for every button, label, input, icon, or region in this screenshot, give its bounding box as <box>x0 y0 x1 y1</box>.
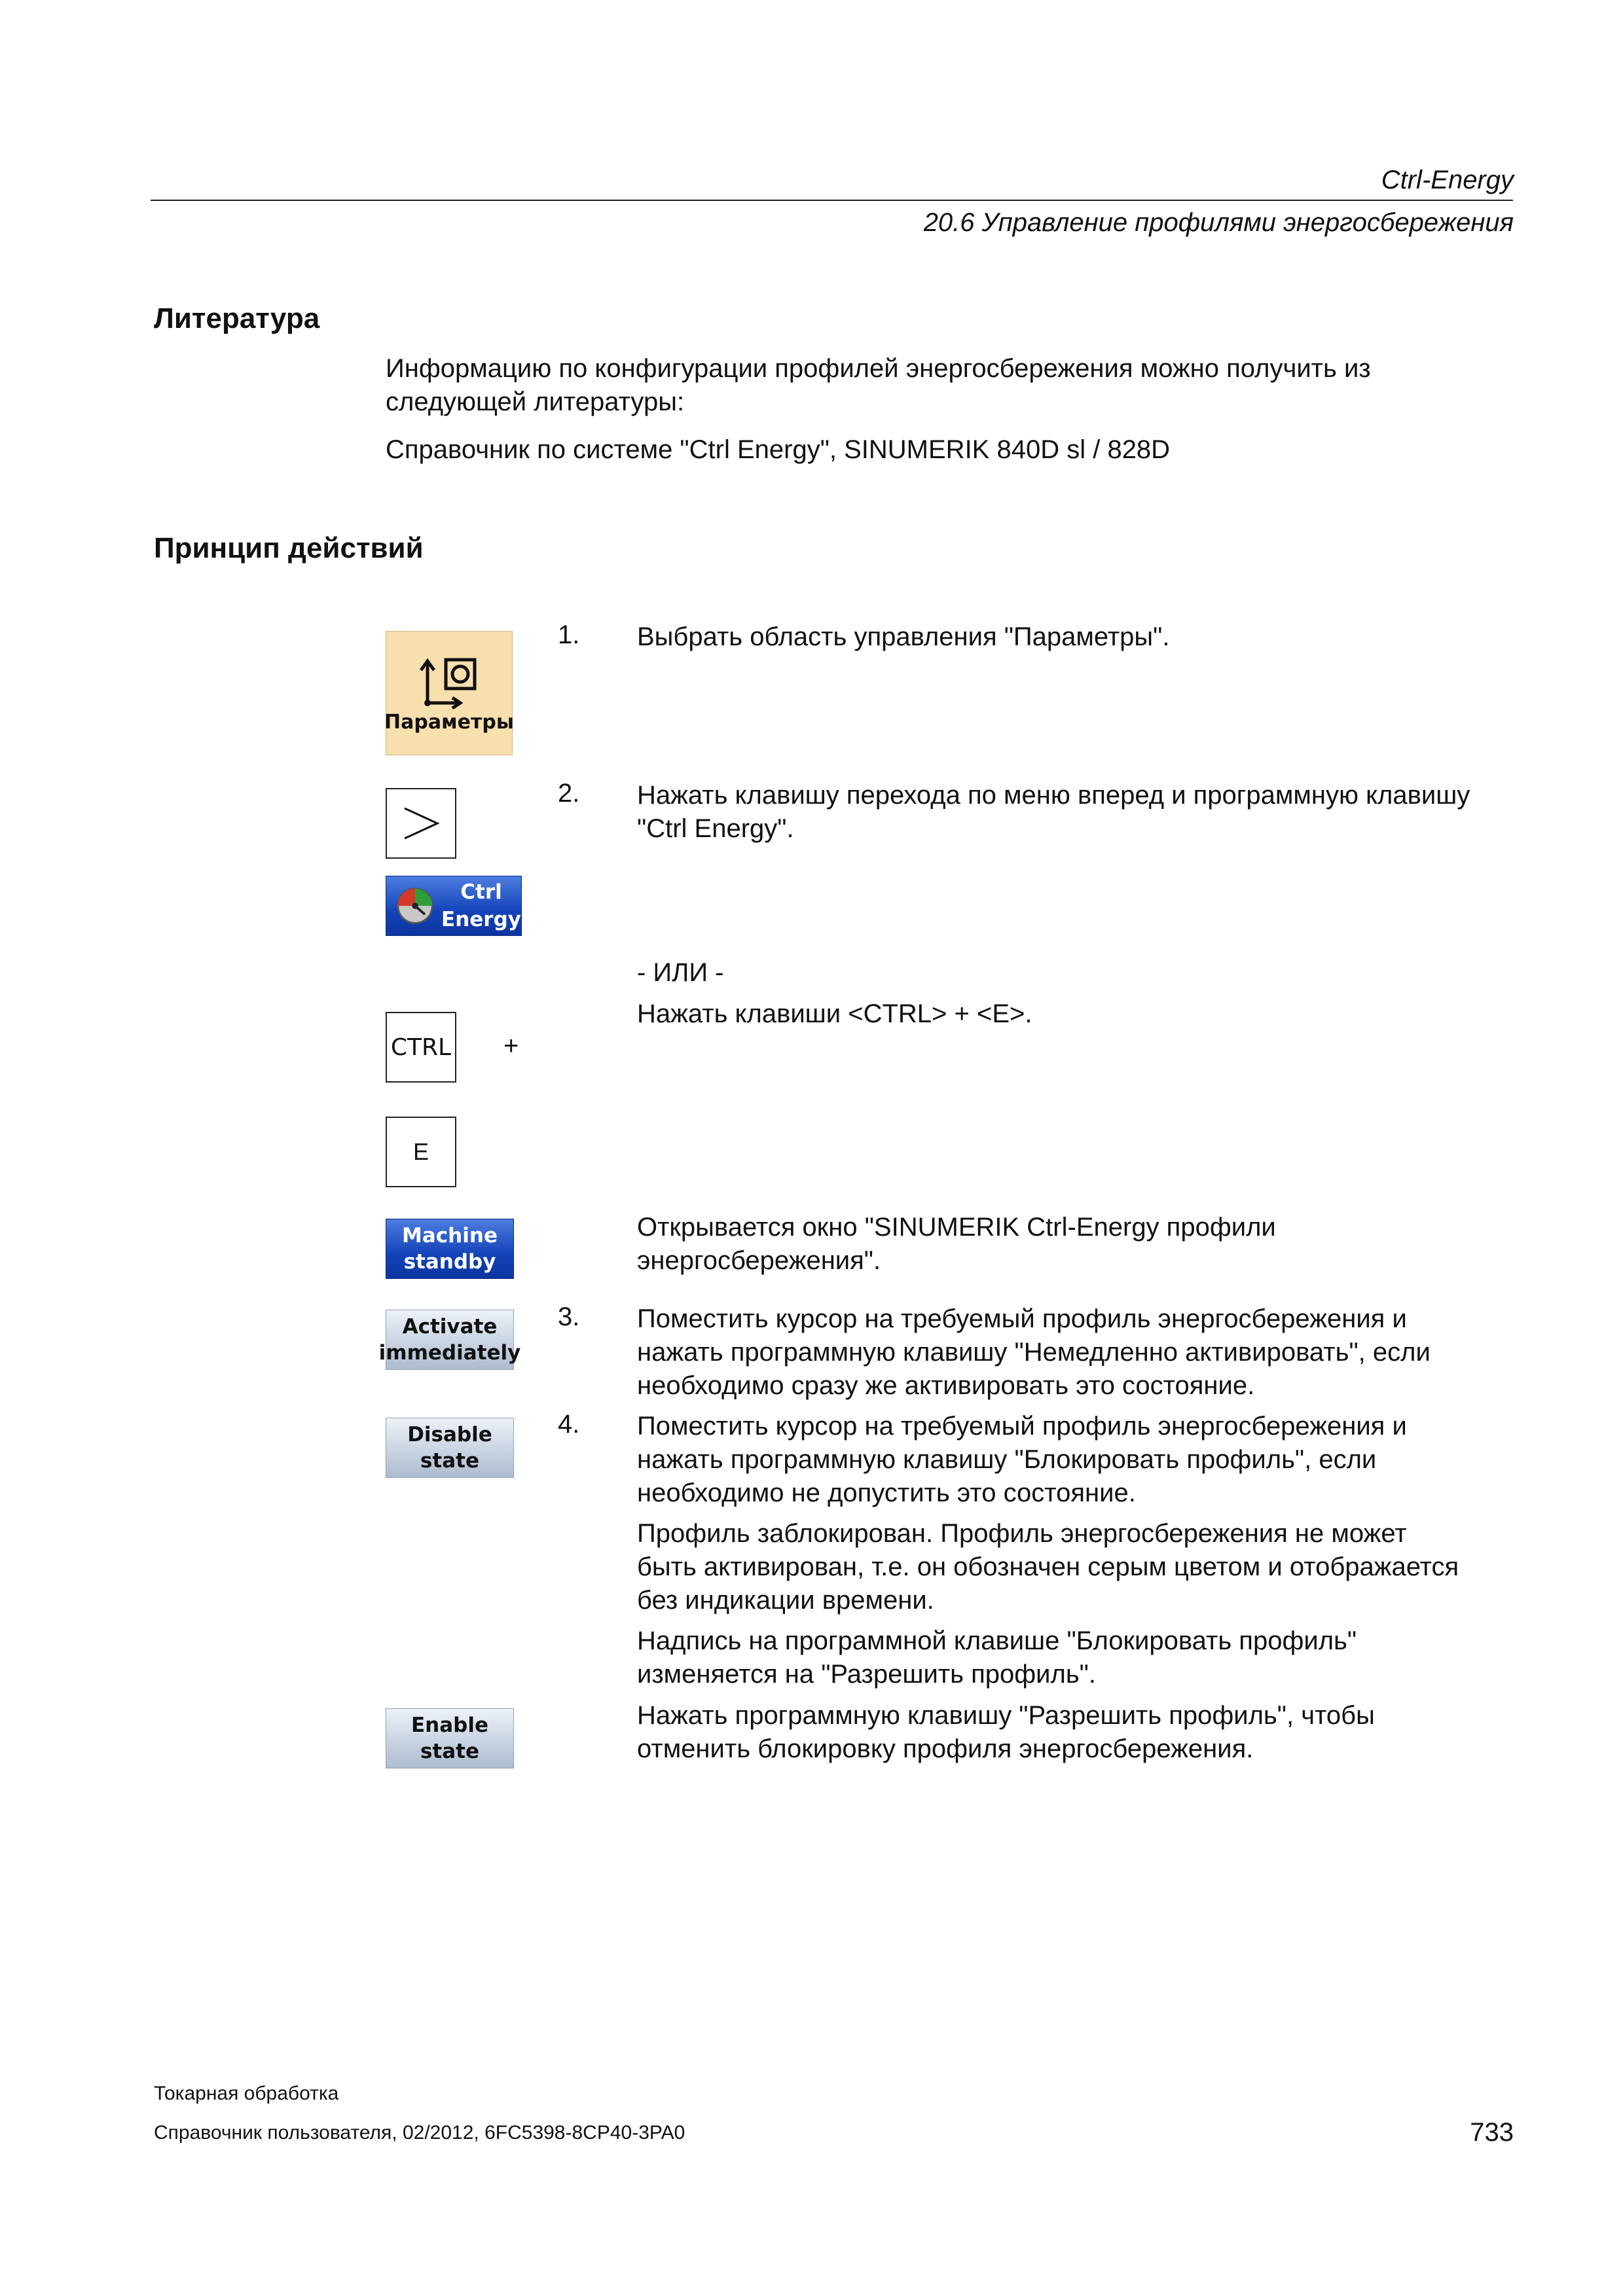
label-line: immediately <box>378 1341 521 1365</box>
text-line: Профиль заблокирован. Профиль энергосбережения не может <box>637 1519 1407 1548</box>
text-line: быть активирован, т.е. он обозначен серым цветом и отображается <box>637 1552 1459 1581</box>
text-line: Поместить курсор на требуемый профиль энергосбережения и <box>637 1412 1407 1441</box>
label-line: Enable <box>410 1713 488 1737</box>
text-line: Поместить курсор на требуемый профиль энергосбережения и <box>637 1304 1407 1333</box>
text-line: "Ctrl Energy". <box>637 814 794 843</box>
footer-document-id: Справочник пользователя, 02/2012, 6FC5398-8CP40-3PA0 <box>154 2122 685 2144</box>
step-number: 4. <box>558 1410 580 1439</box>
running-header-subtitle: 20.6 Управление профилями энергосбережения <box>923 208 1514 237</box>
text-line: необходимо не допустить это состояние. <box>637 1479 1136 1507</box>
menu-forward-key[interactable] <box>386 788 456 859</box>
principle-heading: Принцип действий <box>154 532 424 564</box>
disable-state-softkey[interactable] <box>386 1418 514 1478</box>
text-line: необходимо сразу же активировать это состояние. <box>637 1371 1255 1400</box>
step-text <box>637 1302 1514 1403</box>
step-number: 1. <box>558 620 580 649</box>
e-key[interactable]: E <box>386 1117 456 1187</box>
label-line: Activate <box>402 1315 498 1338</box>
text-line: Информацию по конфигурации профилей энергосбережения можно получить из <box>386 354 1371 383</box>
window-opens-text <box>637 1211 1514 1278</box>
label-line: Energy <box>441 908 521 931</box>
footer-product: Токарная обработка <box>154 2083 339 2104</box>
plus-sign: + <box>503 1031 519 1060</box>
text-line: отменить блокировку профиля энергосбережения. <box>637 1734 1254 1763</box>
label-line: Disable <box>407 1423 492 1446</box>
chevron-right-icon <box>398 800 444 846</box>
text-line: следующей литературы: <box>386 387 685 416</box>
activate-immediately-softkey[interactable] <box>378 1310 521 1370</box>
text-line: Открывается окно "SINUMERIK Ctrl-Energy профили <box>637 1213 1276 1242</box>
page-number: 733 <box>1470 2118 1514 2147</box>
ctrl-key[interactable]: CTRL <box>386 1012 456 1083</box>
literature-heading: Литература <box>154 302 320 334</box>
parameters-label: Параметры <box>384 711 514 734</box>
enable-instruction <box>637 1699 1514 1766</box>
text-line: Надпись на программной клавише "Блокировать профиль" <box>637 1626 1357 1655</box>
or-separator: - ИЛИ - <box>637 958 724 987</box>
text-line: энергосбережения". <box>637 1246 881 1275</box>
blocked-description <box>637 1517 1514 1617</box>
ctrl-energy-softkey[interactable] <box>386 876 522 936</box>
text-line: без индикации времени. <box>637 1586 934 1615</box>
step-text <box>637 779 1514 846</box>
label-line: standby <box>403 1250 496 1274</box>
text-line: Нажать клавишу перехода по меню вперед и программную клавишу <box>637 781 1470 810</box>
ctrl-energy-label <box>441 878 521 933</box>
step-text <box>637 1410 1514 1510</box>
step-number: 3. <box>558 1302 580 1331</box>
step-text: Выбрать область управления "Параметры". <box>637 622 1170 651</box>
keys-instruction: Нажать клавиши <CTRL> + <E>. <box>637 999 1032 1028</box>
parameters-icon <box>413 651 485 709</box>
label-line: state <box>420 1449 480 1473</box>
running-header-title: Ctrl-Energy <box>1381 166 1514 194</box>
machine-standby-softkey[interactable] <box>386 1219 514 1279</box>
step-number: 2. <box>558 779 580 808</box>
label-line: state <box>420 1740 480 1763</box>
literature-reference: Справочник по системе "Ctrl Energy", SINUMERIK 840D sl / 828D <box>386 435 1171 464</box>
text-line: нажать программную клавишу "Немедленно активировать", если <box>637 1338 1431 1367</box>
enable-state-softkey[interactable] <box>386 1708 514 1768</box>
label-change-description <box>637 1624 1514 1691</box>
label-line: Ctrl <box>460 880 502 904</box>
header-rule <box>151 200 1513 201</box>
label-line: Machine <box>402 1224 498 1247</box>
text-line: нажать программную клавишу "Блокировать профиль", если <box>637 1445 1377 1474</box>
literature-paragraph <box>386 352 1371 419</box>
text-line: Нажать программную клавишу "Разрешить профиль", чтобы <box>637 1701 1375 1730</box>
parameters-area-key[interactable] <box>386 631 513 755</box>
energy-gauge-icon <box>395 885 435 927</box>
text-line: изменяется на "Разрешить профиль". <box>637 1660 1096 1689</box>
